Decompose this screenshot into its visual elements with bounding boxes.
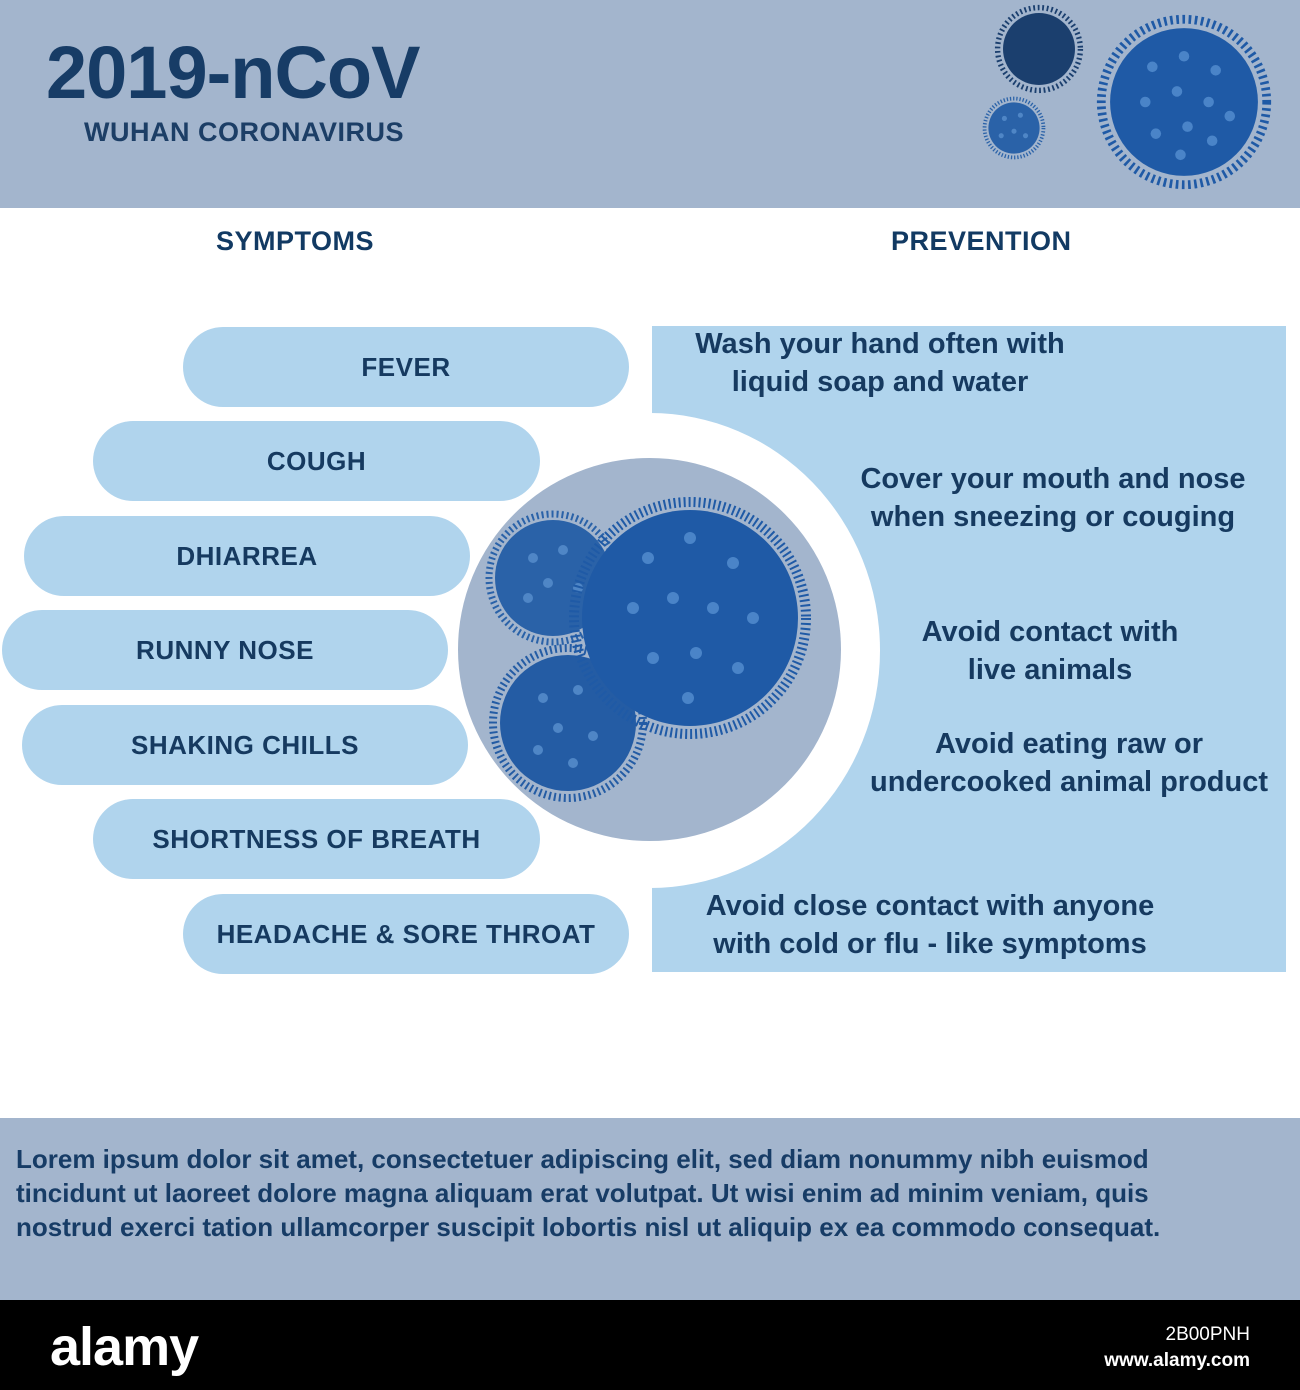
prevention-line: Cover your mouth and nose — [860, 463, 1246, 495]
prevention-line: Avoid contact with — [921, 616, 1179, 648]
footer-line: Lorem ipsum dolor sit amet, consectetuer adipiscing elit, sed diam nonummy nibh euismod — [16, 1144, 1149, 1174]
prevention-item — [880, 613, 1220, 689]
symptom-pill: SHORTNESS OF BREATH — [93, 799, 540, 879]
prevention-item — [660, 887, 1200, 963]
brand-logo: alamy — [50, 1317, 199, 1377]
virus-icon — [458, 458, 841, 841]
page-title: 2019-nCoV — [46, 31, 420, 114]
prevention-line: with cold or flu - like symptoms — [713, 928, 1147, 960]
prevention-line: Avoid eating raw or — [934, 728, 1204, 760]
prevention-heading: PREVENTION — [891, 226, 1072, 256]
image-id: 2B00PNH — [1165, 1324, 1250, 1345]
prevention-item — [836, 460, 1270, 536]
prevention-item — [846, 725, 1292, 801]
prevention-line: liquid soap and water — [731, 366, 1029, 398]
footer-line: nostrud exerci tation ullamcorper suscipit lobortis nisl ut aliquip ex ea commodo consequat. — [16, 1212, 1161, 1242]
footer-text — [16, 1142, 1291, 1244]
symptom-pill: FEVER — [183, 327, 629, 407]
prevention-item — [660, 325, 1100, 401]
prevention-line: when sneezing or couging — [870, 501, 1236, 533]
symptom-pill: SHAKING CHILLS — [22, 705, 468, 785]
symptom-pill: HEADACHE & SORE THROAT — [183, 894, 629, 974]
virus-icon — [1096, 14, 1272, 190]
virus-icon — [994, 4, 1084, 94]
site-url: www.alamy.com — [1104, 1350, 1250, 1371]
page-subtitle: WUHAN CORONAVIRUS — [84, 117, 404, 147]
prevention-line: Wash your hand often with — [695, 328, 1065, 360]
footer-line: tincidunt ut laoreet dolore magna aliquam erat volutpat. Ut wisi enim ad minim veniam, quis — [16, 1178, 1149, 1208]
stock-info — [1104, 1322, 1250, 1374]
symptom-pill: COUGH — [93, 421, 540, 501]
symptom-pill: RUNNY NOSE — [2, 610, 448, 690]
symptom-pill: DHIARREA — [24, 516, 470, 596]
symptoms-heading: SYMPTOMS — [216, 226, 375, 256]
prevention-line: undercooked animal product — [870, 766, 1268, 798]
prevention-line: Avoid close contact with anyone — [705, 890, 1155, 922]
center-virus-circle — [458, 458, 841, 841]
prevention-line: live animals — [967, 654, 1133, 686]
virus-icon — [982, 96, 1046, 160]
